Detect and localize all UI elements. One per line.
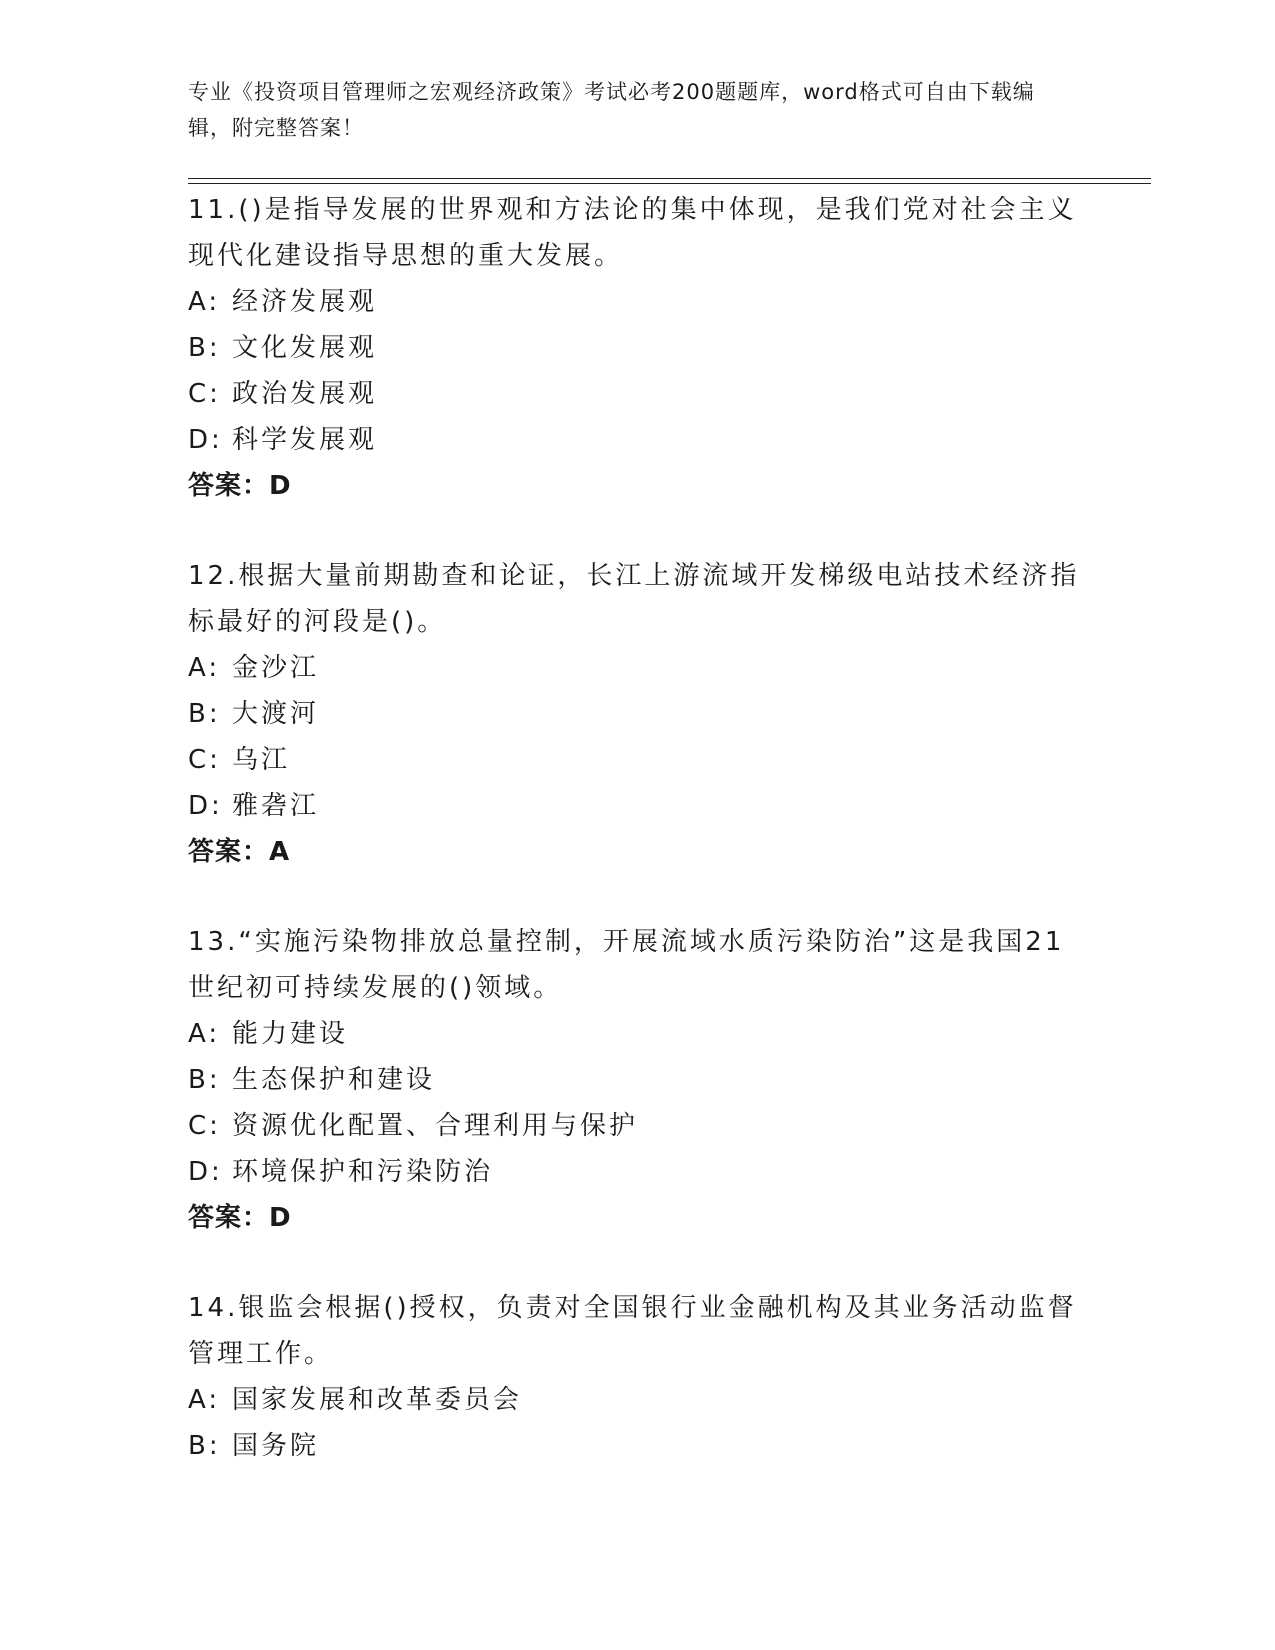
option-letter: D: [188,1157,223,1187]
option-d [188,783,1088,829]
option-a [188,645,1088,691]
option-text: 资源优化配置、合理利用与保护 [232,1111,639,1141]
question-14 [188,1285,1088,1469]
option-a [188,1377,1088,1423]
header-divider-top [188,178,1151,179]
option-b [188,691,1088,737]
option-c [188,737,1088,783]
option-letter: B: [188,699,221,729]
option-text: 环境保护和污染防治 [232,1157,494,1187]
option-letter: A: [188,653,221,683]
option-b [188,1423,1088,1469]
option-text: 国家发展和改革委员会 [232,1385,523,1415]
option-letter: D: [188,425,223,455]
option-text: 经济发展观 [232,287,378,317]
answer: 答案：D [188,471,292,501]
question-stem: 11.()是指导发展的世界观和方法论的集中体现，是我们党对社会主义现代化建设指导思想的重大发展。 [188,195,1077,271]
option-letter: A: [188,1019,221,1049]
question-stem: 14.银监会根据()授权，负责对全国银行业金融机构及其业务活动监督管理工作。 [188,1293,1077,1369]
option-letter: B: [188,1065,221,1095]
answer: 答案：D [188,1203,292,1233]
option-c [188,1103,1088,1149]
option-d [188,417,1088,463]
option-a [188,279,1088,325]
option-b [188,325,1088,371]
question-stem: 12.根据大量前期勘查和论证，长江上游流域开发梯级电站技术经济指标最好的河段是()。 [188,561,1080,637]
option-text: 国务院 [232,1431,320,1461]
option-text: 能力建设 [232,1019,349,1049]
option-b [188,1057,1088,1103]
question-stem: 13.“实施污染物排放总量控制，开展流域水质污染防治”这是我国21世纪初可持续发展的()领域。 [188,927,1065,1003]
option-letter: A: [188,1385,221,1415]
answer: 答案：A [188,837,291,867]
option-text: 政治发展观 [232,379,378,409]
option-d [188,1149,1088,1195]
question-12 [188,553,1088,875]
header-title: 专业《投资项目管理师之宏观经济政策》考试必考200题题库，word格式可自由下载编辑，附完整答案！ [188,80,1035,140]
option-text: 科学发展观 [232,425,378,455]
option-text: 大渡河 [232,699,320,729]
option-letter: C: [188,745,221,775]
option-letter: B: [188,333,221,363]
header-divider-bottom [188,183,1151,184]
option-c [188,371,1088,417]
option-letter: D: [188,791,223,821]
option-letter: C: [188,379,221,409]
option-text: 生态保护和建设 [232,1065,436,1095]
option-text: 金沙江 [232,653,320,683]
option-a [188,1011,1088,1057]
question-13 [188,919,1088,1241]
option-letter: B: [188,1431,221,1461]
option-text: 雅砻江 [232,791,320,821]
option-text: 乌江 [232,745,291,775]
option-letter: C: [188,1111,221,1141]
option-letter: A: [188,287,221,317]
option-text: 文化发展观 [232,333,378,363]
document-header [188,74,1068,146]
question-11 [188,187,1088,509]
question-list [188,187,1088,1513]
